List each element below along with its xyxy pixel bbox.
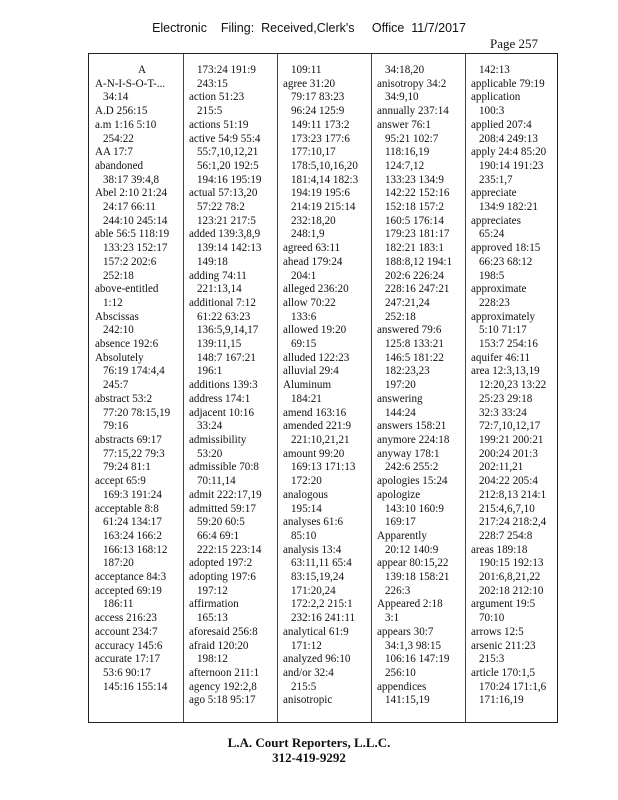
- index-page-refs: 123:21 217:5: [197, 214, 256, 227]
- word-index-frame: [88, 53, 558, 723]
- index-page-refs: 181:4,14 182:3: [291, 173, 359, 186]
- index-page-refs: 179:23 181:17: [385, 228, 450, 241]
- index-entry: anyway 178:1: [377, 447, 440, 460]
- index-page-refs: 34:18,20: [385, 64, 425, 76]
- index-entry: analysis 13:4: [283, 543, 342, 556]
- index-entry: Absolutely: [95, 351, 144, 364]
- index-page-refs: 5:10 71:17: [479, 324, 527, 337]
- index-page-refs: 171:12: [291, 639, 322, 652]
- index-entry: appears 30:7: [377, 625, 434, 638]
- index-page-refs: 194:19 195:6: [291, 187, 350, 200]
- column-divider: [277, 54, 278, 722]
- index-entry: analytical 61:9: [283, 625, 349, 638]
- index-entry: abandoned: [95, 159, 144, 172]
- index-column-3: [283, 64, 377, 708]
- index-entry: applied 207:4: [471, 118, 532, 131]
- index-page-refs: 208:4 249:13: [479, 132, 538, 145]
- page-number: Page 257: [489, 36, 538, 51]
- index-page-refs: 202:11,21: [479, 461, 524, 474]
- index-page-refs: 245:7: [103, 379, 129, 392]
- index-page-refs: 157:2 202:6: [103, 255, 157, 268]
- index-page-refs: 146:5 181:22: [385, 351, 444, 364]
- index-entry: abstracts 69:17: [95, 433, 162, 446]
- index-entry: analyzed 96:10: [283, 653, 351, 666]
- index-entry: abstract 53:2: [95, 392, 152, 405]
- index-entry: agency 192:2,8: [189, 680, 257, 693]
- index-page-refs: 202:6 226:24: [385, 269, 444, 282]
- index-page-refs: 145:16 155:14: [103, 680, 168, 693]
- index-entry: aforesaid 256:8: [189, 625, 258, 638]
- index-entry: actions 51:19: [189, 118, 249, 131]
- index-entry: argument 19:5: [471, 598, 536, 611]
- index-page-refs: 141:15,19: [385, 694, 430, 707]
- index-page-refs: 76:19 174:4,4: [103, 365, 165, 378]
- index-entry: analogous: [283, 488, 328, 501]
- index-entry: area 12:3,13,19: [471, 365, 540, 378]
- footer-phone: 312-419-9292: [272, 750, 346, 765]
- index-page-refs: 171:20,24: [291, 584, 336, 597]
- index-column-1: [95, 64, 189, 694]
- index-page-refs: 221:10,21,21: [291, 433, 350, 446]
- index-entry: affirmation: [189, 598, 239, 611]
- index-entry: answering: [377, 392, 423, 405]
- index-page-refs: 56:1,20 192:5: [197, 159, 259, 172]
- index-entry: afraid 120:20: [189, 639, 249, 652]
- index-page-refs: 100:3: [479, 105, 505, 118]
- index-page-refs: 201:6,8,21,22: [479, 571, 541, 584]
- index-entry: arrows 12:5: [471, 625, 524, 638]
- index-entry: answer 76:1: [377, 118, 431, 131]
- index-entry: anymore 224:18: [377, 433, 450, 446]
- index-entry: apply 24:4 85:20: [471, 146, 547, 159]
- index-page-refs: 195:14: [291, 502, 322, 515]
- index-page-refs: 77:20 78:15,19: [103, 406, 171, 419]
- index-page-refs: 169:17: [385, 516, 416, 529]
- index-page-refs: 61:24 134:17: [103, 516, 162, 529]
- index-page-refs: 34:9,10: [385, 91, 419, 104]
- index-entry: anisotropic: [283, 694, 333, 707]
- index-page-refs: 160:5 176:14: [385, 214, 444, 227]
- index-page-refs: 256:10: [385, 666, 416, 679]
- index-page-refs: 25:23 29:18: [479, 392, 533, 405]
- index-page-refs: 59:20 60:5: [197, 516, 245, 529]
- index-entry: and/or 32:4: [283, 666, 334, 679]
- index-entry: additions 139:3: [189, 379, 258, 392]
- index-entry: Abel 2:10 21:24: [95, 187, 168, 200]
- index-page-refs: 20:12 140:9: [385, 543, 439, 556]
- index-entry: adding 74:11: [189, 269, 247, 282]
- index-page-refs: 215:5: [197, 105, 223, 118]
- footer-company: L.A. Court Reporters, L.L.C.: [227, 735, 391, 750]
- index-page-refs: 184:21: [291, 392, 322, 405]
- index-entry: appendices: [377, 680, 427, 693]
- index-entry: apologize: [377, 488, 421, 501]
- index-entry: appreciates: [471, 214, 521, 227]
- index-page-refs: 139:18 158:21: [385, 571, 450, 584]
- index-entry: account 234:7: [95, 625, 158, 638]
- index-page-refs: 70:11,14: [197, 475, 236, 488]
- index-page-refs: 197:12: [197, 584, 228, 597]
- index-page-refs: 198:5: [479, 269, 505, 282]
- index-page-refs: 232:18,20: [291, 214, 336, 227]
- index-entry: article 170:1,5: [471, 666, 536, 679]
- index-page-refs: 134:9 182:21: [479, 201, 538, 214]
- index-page-refs: 53:6 90:17: [103, 666, 151, 679]
- index-page-refs: 228:23: [479, 296, 510, 309]
- index-page-refs: 70:10: [479, 612, 505, 625]
- index-page-refs: 142:13: [479, 64, 510, 76]
- index-page-refs: 188:8,12 194:1: [385, 255, 453, 268]
- index-page-refs: 200:24 201:3: [479, 447, 538, 460]
- filing-stamp: Electronic Filing: Received,Clerk's Office 11/7/2017: [152, 21, 466, 35]
- index-entry: areas 189:18: [471, 543, 528, 556]
- index-entry: alluded 122:23: [283, 351, 350, 364]
- index-page-refs: 95:21 102:7: [385, 132, 439, 145]
- index-page-refs: 178:5,10,16,20: [291, 159, 358, 172]
- index-page-refs: 254:22: [103, 132, 134, 145]
- index-page-refs: 204:1: [291, 269, 317, 282]
- index-page-refs: 33:24: [197, 420, 223, 433]
- index-page-refs: 32:3 33:24: [479, 406, 527, 419]
- index-page-refs: 55:7,10,12,21: [197, 146, 259, 159]
- index-page-refs: 226:3: [385, 584, 411, 597]
- index-page-refs: 79:17 83:23: [291, 91, 345, 104]
- index-page-refs: 221:13,14: [197, 283, 242, 296]
- index-page-refs: 171:16,19: [479, 694, 524, 707]
- index-page-refs: 24:17 66:11: [103, 201, 156, 214]
- index-entry: A-N-I-S-O-T-...: [95, 77, 166, 90]
- index-page-refs: 173:23 177:6: [291, 132, 350, 145]
- index-page-refs: 142:22 152:16: [385, 187, 450, 200]
- index-entry: alleged 236:20: [283, 283, 349, 296]
- index-entry: answers 158:21: [377, 420, 447, 433]
- index-entry: adopted 197:2: [189, 557, 253, 570]
- index-page-refs: 65:24: [479, 228, 505, 241]
- index-page-refs: 12:20,23 13:22: [479, 379, 547, 392]
- index-page-refs: 177:10,17: [291, 146, 336, 159]
- index-page-refs: 77:15,22 79:3: [103, 447, 165, 460]
- index-entry: acceptance 84:3: [95, 571, 167, 584]
- index-page-refs: 136:5,9,14,17: [197, 324, 259, 337]
- index-entry: apologies 15:24: [377, 475, 448, 488]
- index-entry: answered 79:6: [377, 324, 442, 337]
- index-page-refs: 63:11,11 65:4: [291, 557, 352, 570]
- index-page-refs: 242:10: [103, 324, 134, 337]
- index-page-refs: 197:20: [385, 379, 416, 392]
- index-page-refs: 139:11,15: [197, 338, 242, 351]
- index-entry: anisotropy 34:2: [377, 77, 447, 90]
- index-page-refs: 3:1: [385, 612, 400, 625]
- index-page-refs: 163:24 166:2: [103, 529, 162, 542]
- index-entry: applicable 79:19: [471, 77, 545, 90]
- index-entry: AA 17:7: [95, 146, 133, 159]
- index-entry: accepted 69:19: [95, 584, 162, 597]
- index-entry: allow 70:22: [283, 296, 336, 309]
- index-page-refs: 190:15 192:13: [479, 557, 544, 570]
- index-column-4: [377, 64, 471, 708]
- index-page-refs: 79:16: [103, 420, 129, 433]
- index-page-refs: 69:15: [291, 338, 317, 351]
- index-page-refs: 85:10: [291, 529, 317, 542]
- index-page-refs: 222:15 223:14: [197, 543, 262, 556]
- index-page-refs: 96:24 125:9: [291, 105, 345, 118]
- index-entry: accuracy 145:6: [95, 639, 163, 652]
- index-entry: actual 57:13,20: [189, 187, 258, 200]
- index-entry: appreciate: [471, 187, 517, 200]
- index-entry: admissible 70:8: [189, 461, 259, 474]
- index-entry: analyses 61:6: [283, 516, 344, 529]
- index-entry: afternoon 211:1: [189, 666, 260, 679]
- index-page-refs: 232:16 241:11: [291, 612, 355, 625]
- index-page-refs: 202:18 212:10: [479, 584, 544, 597]
- index-page-refs: 61:22 63:23: [197, 310, 251, 323]
- index-entry: approximate: [471, 283, 527, 296]
- index-entry: action 51:23: [189, 91, 245, 104]
- index-page-refs: 215:5: [291, 680, 317, 693]
- index-entry: amount 99:20: [283, 447, 345, 460]
- index-page-refs: 228:16 247:21: [385, 283, 450, 296]
- index-page-refs: 186:11: [103, 598, 134, 611]
- index-entry: application: [471, 91, 521, 104]
- index-column-5: [471, 64, 565, 708]
- index-entry: appear 80:15,22: [377, 557, 449, 570]
- index-page-refs: 72:7,10,12,17: [479, 420, 541, 433]
- index-entry: address 174:1: [189, 392, 251, 405]
- index-page-refs: 148:7 167:21: [197, 351, 256, 364]
- index-page-refs: 149:18: [197, 255, 228, 268]
- index-page-refs: 196:1: [197, 365, 223, 378]
- index-page-refs: 187:20: [103, 557, 134, 570]
- index-page-refs: 79:24 81:1: [103, 461, 151, 474]
- index-page-refs: 214:19 215:14: [291, 201, 356, 214]
- index-page-refs: 34:1,3 98:15: [385, 639, 442, 652]
- index-entry: agreed 63:11: [283, 242, 341, 255]
- index-page-refs: 252:18: [103, 269, 134, 282]
- index-page-refs: 143:10 160:9: [385, 502, 444, 515]
- index-entry: added 139:3,8,9: [189, 228, 261, 241]
- index-page-refs: 66:23 68:12: [479, 255, 533, 268]
- index-page-refs: 83:15,19,24: [291, 571, 345, 584]
- index-entry: A.D 256:15: [95, 105, 148, 118]
- index-page-refs: 57:22 78:2: [197, 201, 245, 214]
- index-entry: A: [137, 64, 146, 76]
- column-divider: [465, 54, 466, 722]
- index-entry: a.m 1:16 5:10: [95, 118, 157, 131]
- index-page-refs: 1:12: [103, 296, 123, 309]
- index-entry: absence 192:6: [95, 338, 159, 351]
- index-page-refs: 248:1,9: [291, 228, 325, 241]
- index-page-refs: 198:12: [197, 653, 228, 666]
- index-entry: Appeared 2:18: [377, 598, 443, 611]
- index-entry: able 56:5 118:19: [95, 228, 170, 241]
- index-page-refs: 133:23 134:9: [385, 173, 444, 186]
- index-page-refs: 182:23,23: [385, 365, 430, 378]
- index-page-refs: 204:22 205:4: [479, 475, 538, 488]
- index-entry: ahead 179:24: [283, 255, 343, 268]
- index-entry: aquifer 46:11: [471, 351, 531, 364]
- index-entry: approved 18:15: [471, 242, 541, 255]
- index-page-refs: 165:13: [197, 612, 228, 625]
- index-page-refs: 170:24 171:1,6: [479, 680, 547, 693]
- index-page-refs: 199:21 200:21: [479, 433, 544, 446]
- index-page-refs: 166:13 168:12: [103, 543, 168, 556]
- index-page-refs: 215:4,6,7,10: [479, 502, 535, 515]
- index-page-refs: 235:1,7: [479, 173, 513, 186]
- index-entry: agree 31:20: [283, 77, 336, 90]
- index-entry: acceptable 8:8: [95, 502, 159, 515]
- index-page-refs: 182:21 183:1: [385, 242, 444, 255]
- index-page-refs: 109:11: [291, 64, 322, 76]
- column-divider: [371, 54, 372, 722]
- index-entry: adopting 197:6: [189, 571, 256, 584]
- index-entry: amended 221:9: [283, 420, 352, 433]
- index-page-refs: 38:17 39:4,8: [103, 173, 160, 186]
- index-entry: access 216:23: [95, 612, 157, 625]
- index-entry: Aluminum: [283, 379, 332, 392]
- index-page-refs: 173:24 191:9: [197, 64, 256, 76]
- index-entry: approximately: [471, 310, 536, 323]
- column-divider: [183, 54, 184, 722]
- index-entry: Apparently: [377, 529, 427, 542]
- index-page-refs: 106:16 147:19: [385, 653, 450, 666]
- index-entry: admissibility: [189, 433, 247, 446]
- index-page-refs: 228:7 254:8: [479, 529, 533, 542]
- index-page-refs: 172:20: [291, 475, 322, 488]
- index-page-refs: 247:21,24: [385, 296, 430, 309]
- index-page-refs: 190:14 191:23: [479, 159, 544, 172]
- index-page-refs: 53:20: [197, 447, 223, 460]
- index-page-refs: 133:6: [291, 310, 317, 323]
- index-page-refs: 139:14 142:13: [197, 242, 262, 255]
- index-column-2: [189, 64, 283, 708]
- index-entry: additional 7:12: [189, 296, 256, 309]
- index-page-refs: 66:4 69:1: [197, 529, 240, 542]
- index-page-refs: 217:24 218:2,4: [479, 516, 547, 529]
- index-page-refs: 194:16 195:19: [197, 173, 262, 186]
- index-entry: above-entitled: [95, 283, 159, 296]
- index-entry: amend 163:16: [283, 406, 347, 419]
- index-entry: annually 237:14: [377, 105, 449, 118]
- index-entry: alluvial 29:4: [283, 365, 339, 378]
- index-page-refs: 212:8,13 214:1: [479, 488, 547, 501]
- index-entry: admitted 59:17: [189, 502, 256, 515]
- index-page-refs: 243:15: [197, 77, 228, 90]
- index-page-refs: 118:16,19: [385, 146, 430, 159]
- index-page-refs: 252:18: [385, 310, 416, 323]
- index-page-refs: 34:14: [103, 91, 129, 104]
- index-page-refs: 152:18 157:2: [385, 201, 444, 214]
- index-entry: adjacent 10:16: [189, 406, 254, 419]
- index-page-refs: 172:2,2 215:1: [291, 598, 353, 611]
- index-page-refs: 169:3 191:24: [103, 488, 162, 501]
- index-page-refs: 149:11 173:2: [291, 118, 350, 131]
- index-page-refs: 153:7 254:16: [479, 338, 538, 351]
- index-entry: Abscissas: [95, 310, 139, 323]
- index-page-refs: 133:23 152:17: [103, 242, 168, 255]
- index-page-refs: 124:7,12: [385, 159, 425, 172]
- index-page-refs: 169:13 171:13: [291, 461, 356, 474]
- index-entry: accurate 17:17: [95, 653, 160, 666]
- index-page-refs: 144:24: [385, 406, 416, 419]
- index-entry: active 54:9 55:4: [189, 132, 261, 145]
- index-entry: ago 5:18 95:17: [189, 694, 256, 707]
- index-entry: admit 222:17,19: [189, 488, 262, 501]
- index-page-refs: 242:6 255:2: [385, 461, 439, 474]
- index-page-refs: 215:3: [479, 653, 505, 666]
- index-page-refs: 125:8 133:21: [385, 338, 444, 351]
- index-entry: arsenic 211:23: [471, 639, 536, 652]
- index-page-refs: 244:10 245:14: [103, 214, 168, 227]
- index-entry: accept 65:9: [95, 475, 146, 488]
- index-entry: allowed 19:20: [283, 324, 347, 337]
